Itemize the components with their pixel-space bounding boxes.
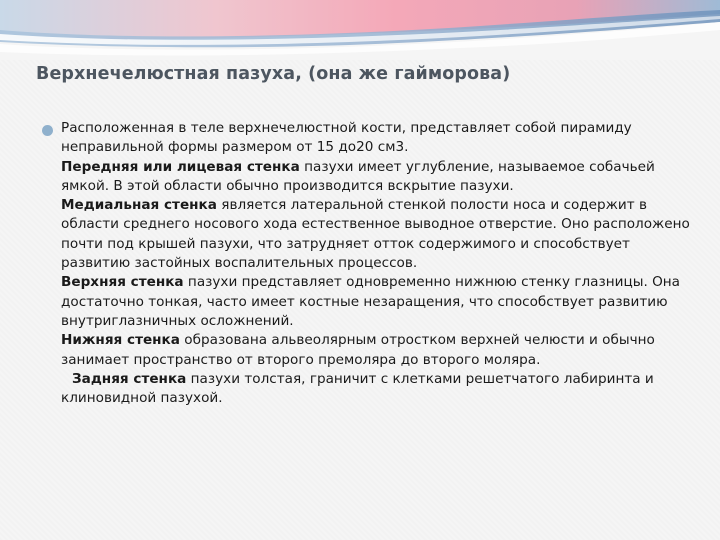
bullet-icon [42, 125, 53, 136]
wall-superior [42, 273, 692, 331]
wall-description: пазухи имеет углубление, называемое собачьей ямкой. В этой области обычно производится вскрытие пазухи. [61, 158, 655, 194]
wall-description: пазухи толстая, граничит с клетками решетчатого лабиринта и клиновидной пазухой. [61, 370, 654, 407]
bullet-list [42, 119, 692, 408]
wall-name: Нижняя стенка [61, 332, 180, 349]
decorative-wave-header [0, 0, 720, 60]
wall-name: Медиальная стенка [61, 197, 217, 214]
wall-description: образована альвеолярным отростком верхней челюсти и обычно занимает пространство от второго премоляра до второго моляра. [61, 332, 655, 368]
wall-name: Передняя или лицевая стенка [61, 158, 300, 175]
wall-inferior [42, 331, 692, 370]
wall-name: Задняя стенка [72, 370, 187, 387]
intro-paragraph: Расположенная в теле верхнечелюстной кости, представляет собой пирамиду неправильной формы размером от 15 до20 см3. [61, 120, 632, 156]
wall-medial [42, 196, 692, 273]
wall-posterior [42, 370, 692, 409]
page-title: Верхнечелюстная пазуха, (она же гайморова) [36, 64, 511, 84]
wall-description: является латеральной стенкой полости носа и содержит в области среднего носового хода естественное выводное отверстие. Оно расположено почти под крышей пазухи, что затрудняет отток содержимого и способствует развитию застойных воспалительных процессов. [61, 197, 690, 272]
wall-description: пазухи представляет одновременно нижнюю стенку глазницы. Она достаточно тонкая, часто имеет костные незаращения, что способствует развитию внутриглазничных осложнений. [61, 274, 681, 329]
wall-anterior [42, 158, 692, 197]
wall-name: Верхняя стенка [61, 274, 184, 291]
